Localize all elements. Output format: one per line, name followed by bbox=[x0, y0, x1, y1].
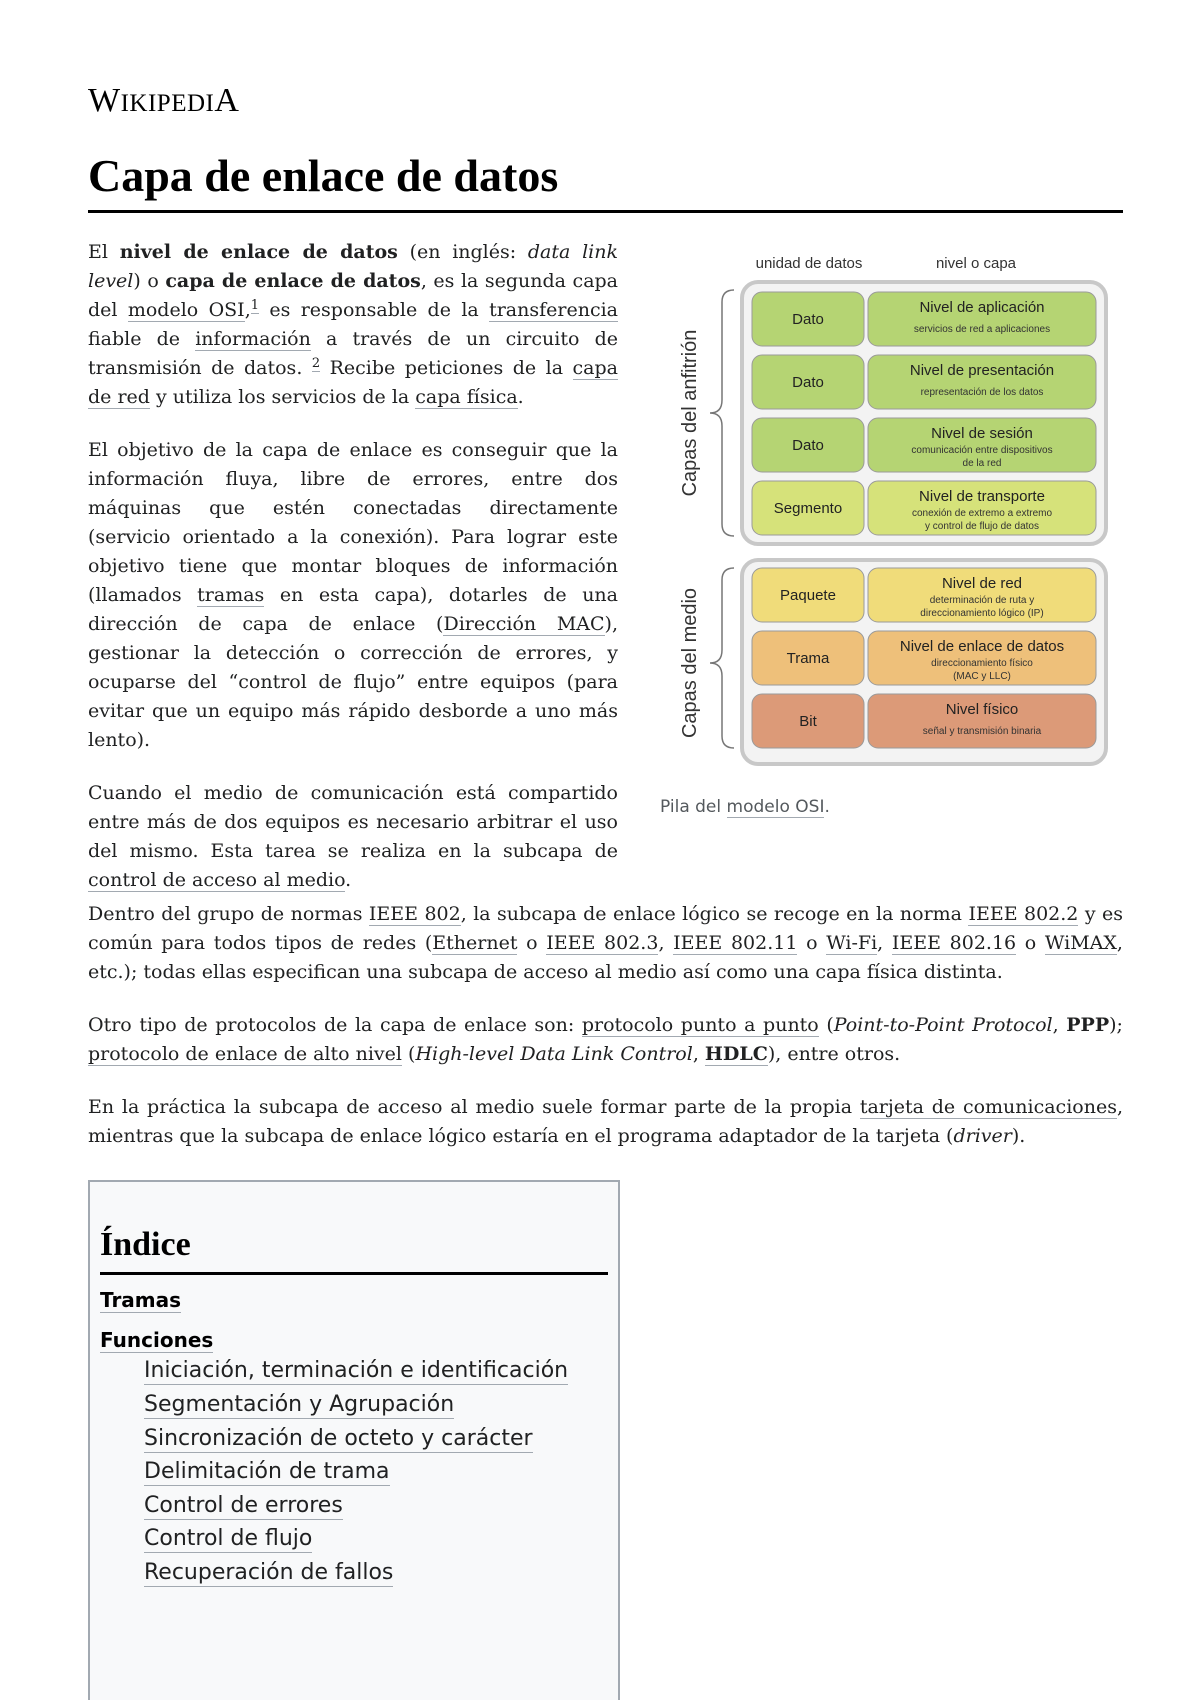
paragraph-protocols: Otro tipo de protocolos de la capa de enlace son: protocolo punto a punto (Point-to-Point Protocol, PPP); protocolo de enlace de alto nivel (High-level Data Link Control, HDLC), entre otros. bbox=[88, 1014, 1123, 1065]
link-ieee-802[interactable]: IEEE 802 bbox=[368, 903, 461, 925]
layer-desc-b-3: y control de flujo de datos bbox=[925, 521, 1039, 532]
layer-desc-a-3: conexión de extremo a extremo bbox=[911, 508, 1053, 519]
layer-desc-b-5: (MAC y LLC) bbox=[953, 671, 1011, 682]
figure-caption: Pila del modelo OSI. bbox=[660, 797, 830, 817]
link-hdlc-protocol[interactable]: protocolo de enlace de alto nivel bbox=[88, 1043, 402, 1065]
link-transferencia[interactable]: transferencia bbox=[489, 299, 619, 321]
unit-label-1: Dato bbox=[792, 374, 824, 391]
paragraph-objective: El objetivo de la capa de enlace es conseguir que la información fluya, libre de errores, entre dos máquinas que estén conectadas directamente (servicio orientado a la conexión). Para lograr este objetivo tiene que montar bloques de información (llamados tramas en esta capa), dotarles de una dirección de capa de enlace (Dirección MAC), gestionar la detección o corrección de errores, y ocuparse del “control de flujo” entre equipos (para evitar que un equipo más rápido desborde a uno más lento). bbox=[88, 439, 618, 751]
layer-name-3: Nivel de transporte bbox=[919, 488, 1045, 505]
toc-item-funciones[interactable]: Funciones bbox=[100, 1328, 214, 1352]
layer-name-1: Nivel de presentación bbox=[909, 362, 1055, 379]
paragraph-practice: En la práctica la subcapa de acceso al medio suele formar parte de la propia tarjeta de comunicaciones, mientras que la subcapa de enlace lógico estaría en el programa adaptador de la tarjeta (driver). bbox=[88, 1096, 1123, 1147]
link-ieee-802-2[interactable]: IEEE 802.2 bbox=[968, 903, 1079, 925]
layer-name-6: Nivel físico bbox=[945, 701, 1019, 718]
reference-2[interactable]: 2 bbox=[311, 355, 321, 371]
paragraph-shared-medium: Cuando el medio de comunicación está compartido entre más de dos equipos es necesario arbitrar el uso del mismo. Esta tarea se realiza en la subcapa de control de acceso al medio. bbox=[88, 782, 618, 891]
layer-desc-b-2: de la red bbox=[962, 458, 1002, 469]
unit-label-4: Paquete bbox=[780, 587, 836, 604]
link-ieee-802-11[interactable]: IEEE 802.11 bbox=[673, 932, 798, 954]
caption-link-modelo-osi[interactable]: modelo OSI bbox=[726, 797, 825, 817]
unit-label-2: Dato bbox=[792, 437, 824, 454]
osi-diagram bbox=[654, 250, 1114, 780]
paragraph-definition: El nivel de enlace de datos (en inglés: data link level) o capa de enlace de datos, es la segunda capa del modelo OSI,$^1$ es responsable de la transferencia fiable de información a través de un circuito de transmisión de datos. $^2$ Recibe peticiones de la capa de red y utiliza los servicios de la capa física. bbox=[88, 241, 619, 408]
link-protocolo-punto-a-punto[interactable]: protocolo punto a punto bbox=[581, 1014, 819, 1036]
paragraph-ieee: Dentro del grupo de normas IEEE 802, la subcapa de enlace lógico se recoge en la norma IEEE 802.2 y es común para todos tipos de redes (Ethernet o IEEE 802.3, IEEE 802.11 o Wi-Fi, IEEE 802.16 o WiMAX, etc.); todas ellas especifican una subcapa de acceso al medio así como una capa física distinta. bbox=[88, 903, 1124, 983]
host-bracket bbox=[710, 290, 734, 536]
page-title: Capa de enlace de datos bbox=[88, 148, 1123, 213]
link-ieee-802-16[interactable]: IEEE 802.16 bbox=[891, 932, 1017, 954]
toc-item-recuperacion[interactable]: Recuperación de fallos bbox=[144, 1560, 394, 1585]
toc-item-delimitacion[interactable]: Delimitación de trama bbox=[144, 1459, 390, 1484]
link-ethernet[interactable]: Ethernet bbox=[432, 932, 518, 954]
toc-item-control-flujo[interactable]: Control de flujo bbox=[144, 1526, 313, 1551]
link-wimax[interactable]: WiMAX bbox=[1044, 932, 1117, 954]
intro-column bbox=[88, 238, 618, 895]
layer-desc-a-1: representación de los datos bbox=[920, 387, 1044, 398]
link-control-acceso-medio[interactable]: control de acceso al medio bbox=[88, 869, 346, 891]
wikipedia-wordmark[interactable]: WIKIPEDIA bbox=[88, 82, 240, 119]
toc-item-control-errores[interactable]: Control de errores bbox=[144, 1493, 343, 1518]
link-tarjeta-comunicaciones[interactable]: tarjeta de comunicaciones bbox=[859, 1096, 1117, 1118]
toc-item-sincronizacion[interactable]: Sincronización de octeto y carácter bbox=[144, 1426, 533, 1451]
layer-name-0: Nivel de aplicación bbox=[919, 299, 1045, 316]
header-unit: unidad de datos bbox=[755, 255, 863, 272]
link-direccion-mac[interactable]: Dirección MAC bbox=[443, 613, 605, 635]
header-layer: nivel o capa bbox=[935, 255, 1017, 272]
link-modelo-osi[interactable]: modelo OSI bbox=[127, 299, 245, 321]
media-bracket bbox=[710, 568, 734, 748]
layer-desc-a-0: servicios de red a aplicaciones bbox=[913, 324, 1051, 335]
link-hdlc[interactable]: HDLC bbox=[704, 1043, 768, 1065]
layer-name-2: Nivel de sesión bbox=[931, 425, 1033, 442]
link-ieee-802-3[interactable]: IEEE 802.3 bbox=[546, 932, 659, 954]
link-capa-de-red[interactable]: capa de red bbox=[88, 357, 618, 408]
layer-desc-a-2: comunicación entre dispositivos bbox=[911, 445, 1053, 456]
toc-item-iniciacion[interactable]: Iniciación, terminación e identificación bbox=[144, 1358, 569, 1383]
link-wi-fi[interactable]: Wi-Fi bbox=[826, 932, 878, 954]
osi-stack-figure bbox=[654, 250, 1114, 830]
body-paragraphs bbox=[88, 900, 1123, 1151]
toc-item-tramas[interactable]: Tramas bbox=[100, 1288, 182, 1312]
unit-label-0: Dato bbox=[792, 311, 824, 328]
layer-name-4: Nivel de red bbox=[941, 575, 1023, 592]
link-tramas[interactable]: tramas bbox=[197, 584, 265, 606]
group-host-label: Capas del anfitrión bbox=[679, 329, 701, 497]
group-media-label: Capas del medio bbox=[679, 587, 701, 739]
layer-desc-a-6: señal y transmisión binaria bbox=[922, 726, 1042, 737]
layer-name-5: Nivel de enlace de datos bbox=[899, 638, 1065, 655]
layer-desc-a-4: determinación de ruta y bbox=[929, 595, 1035, 606]
toc-title: Índice bbox=[100, 1224, 608, 1275]
unit-label-3: Segmento bbox=[773, 500, 843, 517]
unit-label-5: Trama bbox=[786, 650, 830, 667]
unit-label-6: Bit bbox=[799, 713, 817, 730]
link-capa-fisica[interactable]: capa física bbox=[415, 386, 518, 408]
reference-1[interactable]: 1 bbox=[250, 297, 260, 313]
layer-desc-b-4: direccionamiento lógico (IP) bbox=[920, 608, 1044, 619]
table-of-contents bbox=[88, 1180, 620, 1700]
link-informacion[interactable]: información bbox=[195, 328, 311, 350]
layer-desc-a-5: direccionamiento físico bbox=[931, 658, 1033, 669]
toc-item-segmentacion[interactable]: Segmentación y Agrupación bbox=[144, 1392, 455, 1417]
